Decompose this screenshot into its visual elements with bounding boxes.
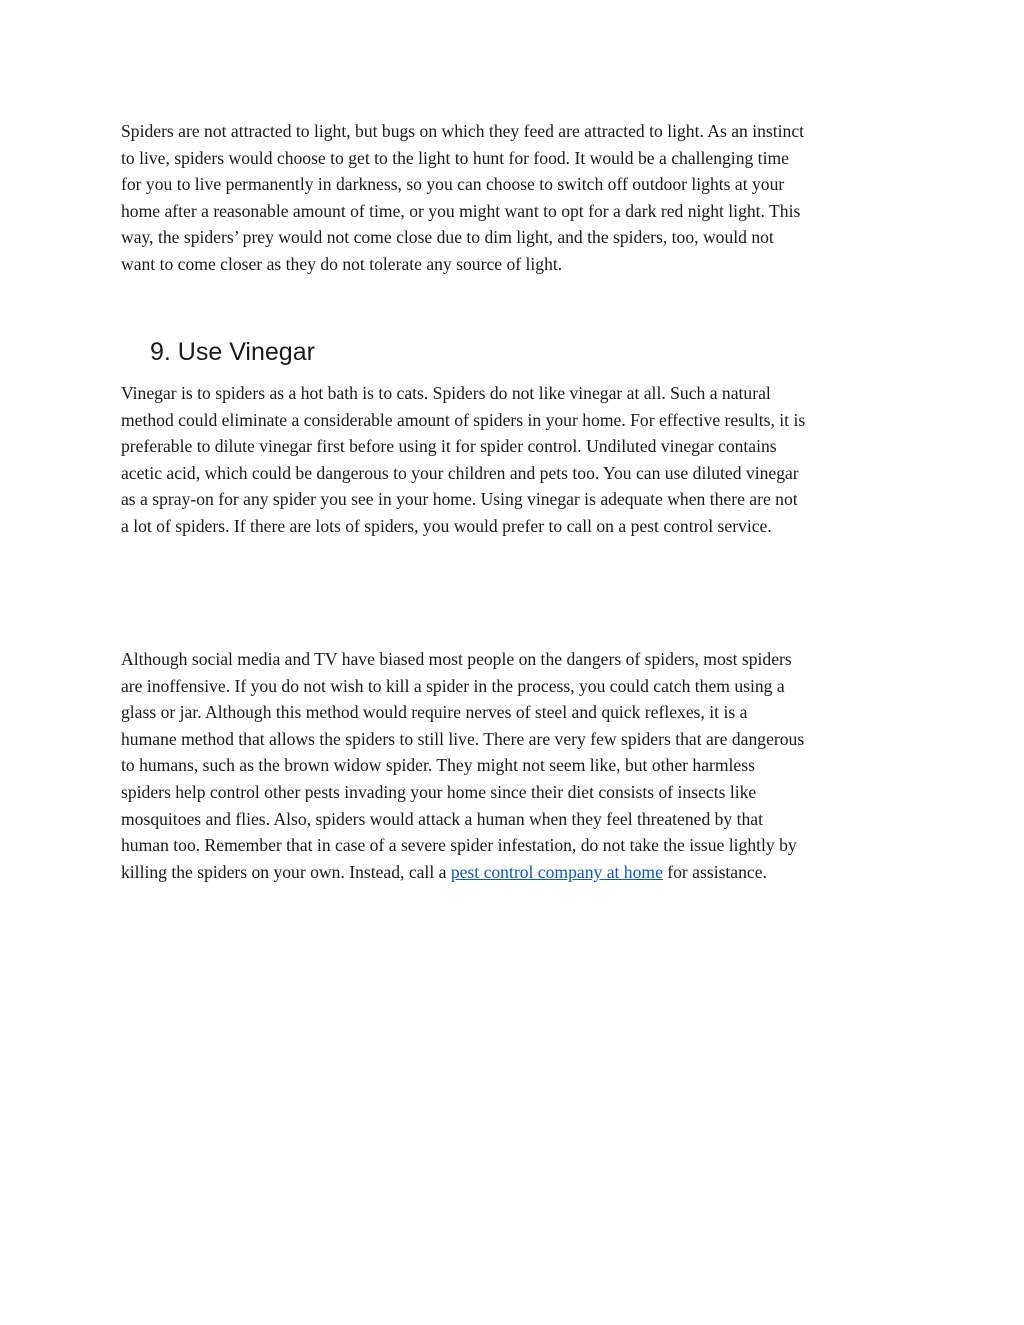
paragraph-catch-spiders <box>121 646 911 885</box>
paragraph-catch-spiders-ending: for assistance. <box>662 861 767 882</box>
section-heading-use-vinegar: 9. Use Vinegar <box>150 338 315 366</box>
paragraph-light-tip: Spiders are not attracted to light, but bugs on which they feed are attracted to light. As an instinct to live, spiders would choose to get to the light to hunt for food. It would be a challenging time for you to live permanently in darkness, so you can choose to switch off outdoor lights at your home after a reasonable amount of time, or you might want to opt for a dark red night light. This way, the spiders’ prey would not come close due to dim light, and the spiders, too, would not want to come closer as they do not tolerate any source of light. <box>121 121 805 274</box>
paragraph-catch-spiders-text: Although social media and TV have biased most people on the dangers of spiders, most spiders are inoffensive. If you do not wish to kill a spider in the process, you could catch them using a glass or jar. Although this method would require nerves of steel and quick reflexes, it is a humane method that allows the spiders to still live. There are very few spiders that are dangerous to humans, such as the brown widow spider. They might not seem like, but other harmless spiders help control other pests invading your home since their diet consists of insects like mosquitoes and flies. Also, spiders would attack a human when they feel threatened by that human too. Remember that in case of a severe spider infestation, do not take the issue lightly by killing the spiders on your own. Instead, call a <box>121 649 805 882</box>
pest-control-link[interactable]: pest control company at home <box>450 861 663 882</box>
paragraph-vinegar: Vinegar is to spiders as a hot bath is to cats. Spiders do not like vinegar at all. Such a natural method could eliminate a considerable amount of spiders in your home. For effective results, it is preferable to dilute vinegar first before using it for spider control. Undiluted vinegar contains acetic acid, which could be dangerous to your children and pets too. You can use diluted vinegar as a spray-on for any spider you see in your home. Using vinegar is adequate when there are not a lot of spiders. If there are lots of spiders, you would prefer to call on a pest control service. <box>121 383 806 536</box>
